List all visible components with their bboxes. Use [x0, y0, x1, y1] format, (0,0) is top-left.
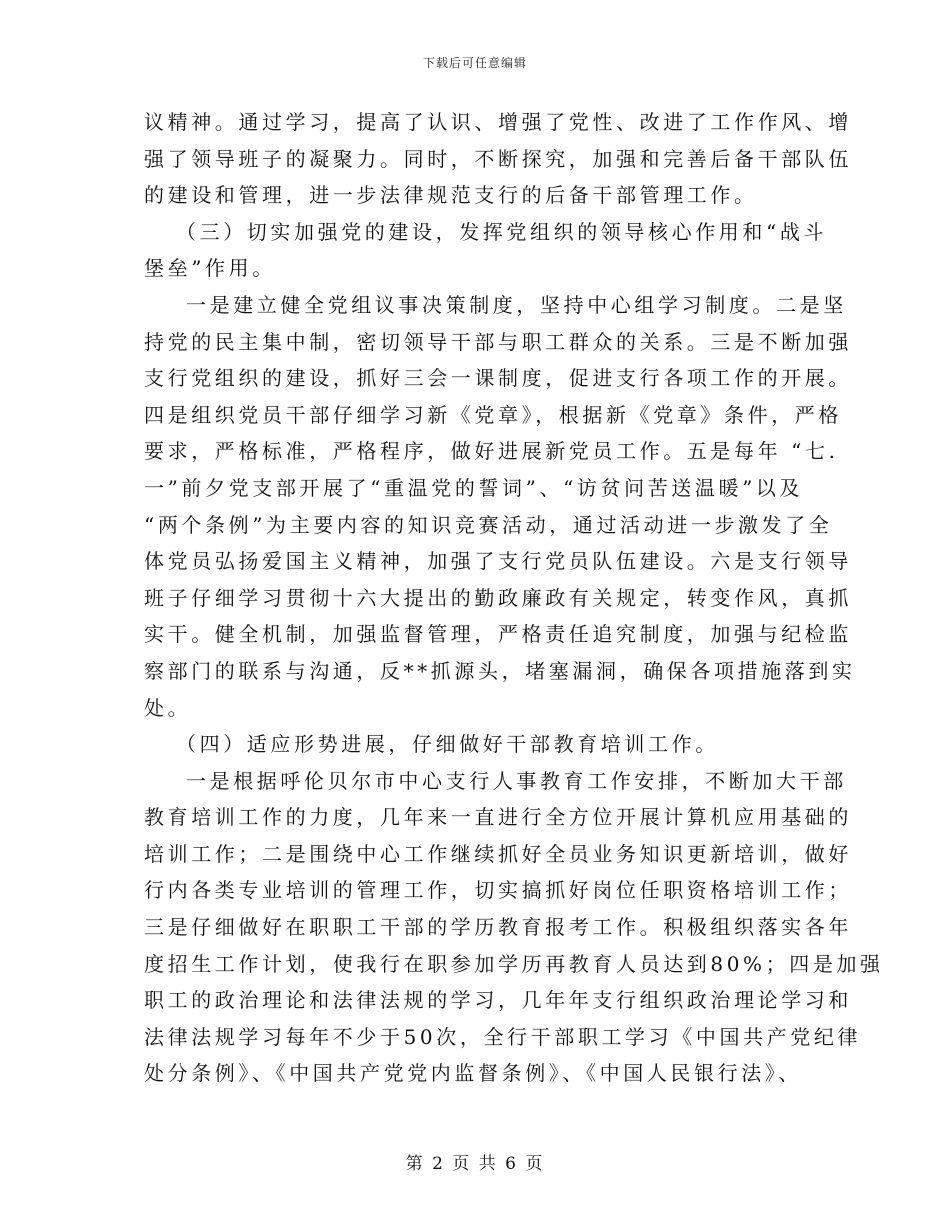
- text-line: 支行党组织的建设，抓好三会一课制度，促进支行各项工作的开展。: [144, 366, 852, 391]
- document-body: [144, 104, 884, 1092]
- text-line: 实干。健全机制，加强监督管理，严格责任追究制度，加强与纪检监: [144, 622, 852, 647]
- text-line: 处分条例》、《中国共产党党内监督条例》、《中国人民银行法》、: [144, 1061, 802, 1086]
- text-line: 的建设和管理，进一步法律规范支行的后备干部管理工作。: [144, 183, 758, 208]
- text-line: 要求，严格标准，严格程序，做好进展新党员工作。五是每年 “七.: [144, 439, 839, 464]
- text-line: 培训工作；二是围绕中心工作继续抓好全员业务知识更新培训，做好: [144, 841, 852, 866]
- text-line: 法律法规学习每年不少于50次，全行干部职工学习《中国共产党纪律: [144, 1024, 862, 1049]
- text-line: 强了领导班子的凝聚力。同时，不断探究，加强和完善后备干部队伍: [144, 146, 852, 171]
- text-line: 持党的民主集中制，密切领导干部与职工群众的关系。三是不断加强: [144, 329, 852, 354]
- section-heading-3: （三）切实加强党的建设，发挥党组织的领导核心作用和“战斗: [176, 219, 828, 244]
- text-line: 行内各类专业培训的管理工作，切实搞抓好岗位任职资格培训工作；: [144, 878, 852, 903]
- text-line: 四是组织党员干部仔细学习新《党章》，根据新《党章》条件，严格: [144, 402, 842, 427]
- section-heading-4: （四）适应形势进展，仔细做好干部教育培训工作。: [176, 732, 719, 757]
- text-line: 职工的政治理论和法律法规的学习，几年年支行组织政治理论学习和: [144, 988, 852, 1013]
- paragraph-start: 一是建立健全党组议事决策制度，坚持中心组学习制度。二是坚: [186, 292, 847, 317]
- text-line: 体党员弘扬爱国主义精神，加强了支行党员队伍建设。六是支行领导: [144, 549, 852, 574]
- page-header: 下载后可任意编辑: [422, 56, 527, 70]
- text-line: 度招生工作计划，使我行在职参加学历再教育人员达到80%；四是加强: [144, 951, 884, 976]
- paragraph-start: 一是根据呼伦贝尔市中心支行人事教育工作安排，不断加大干部: [186, 768, 847, 793]
- text-line: 三是仔细做好在职职工干部的学历教育报考工作。积极组织落实各年: [144, 915, 852, 940]
- text-line: “两个条例”为主要内容的知识竞赛活动，通过活动进一步激发了全: [144, 512, 833, 537]
- text-line: 处。: [144, 695, 192, 720]
- text-line: 班子仔细学习贯彻十六大提出的勤政廉政有关规定，转变作风，真抓: [144, 585, 852, 610]
- page-footer: 第 2 页 共 6 页: [405, 1154, 545, 1174]
- text-line: 堡垒”作用。: [144, 256, 276, 281]
- text-line: 教育培训工作的力度，几年来一直进行全方位开展计算机应用基础的: [144, 805, 852, 830]
- text-line: 议精神。通过学习，提高了认识、增强了党性、改进了工作作风、增: [144, 110, 852, 134]
- text-line: 察部门的联系与沟通，反**抓源头，堵塞漏洞，确保各项措施落到实: [144, 658, 856, 683]
- text-line: 一”前夕党支部开展了“重温党的誓词”、“访贫问苦送温暖”以及: [144, 475, 804, 500]
